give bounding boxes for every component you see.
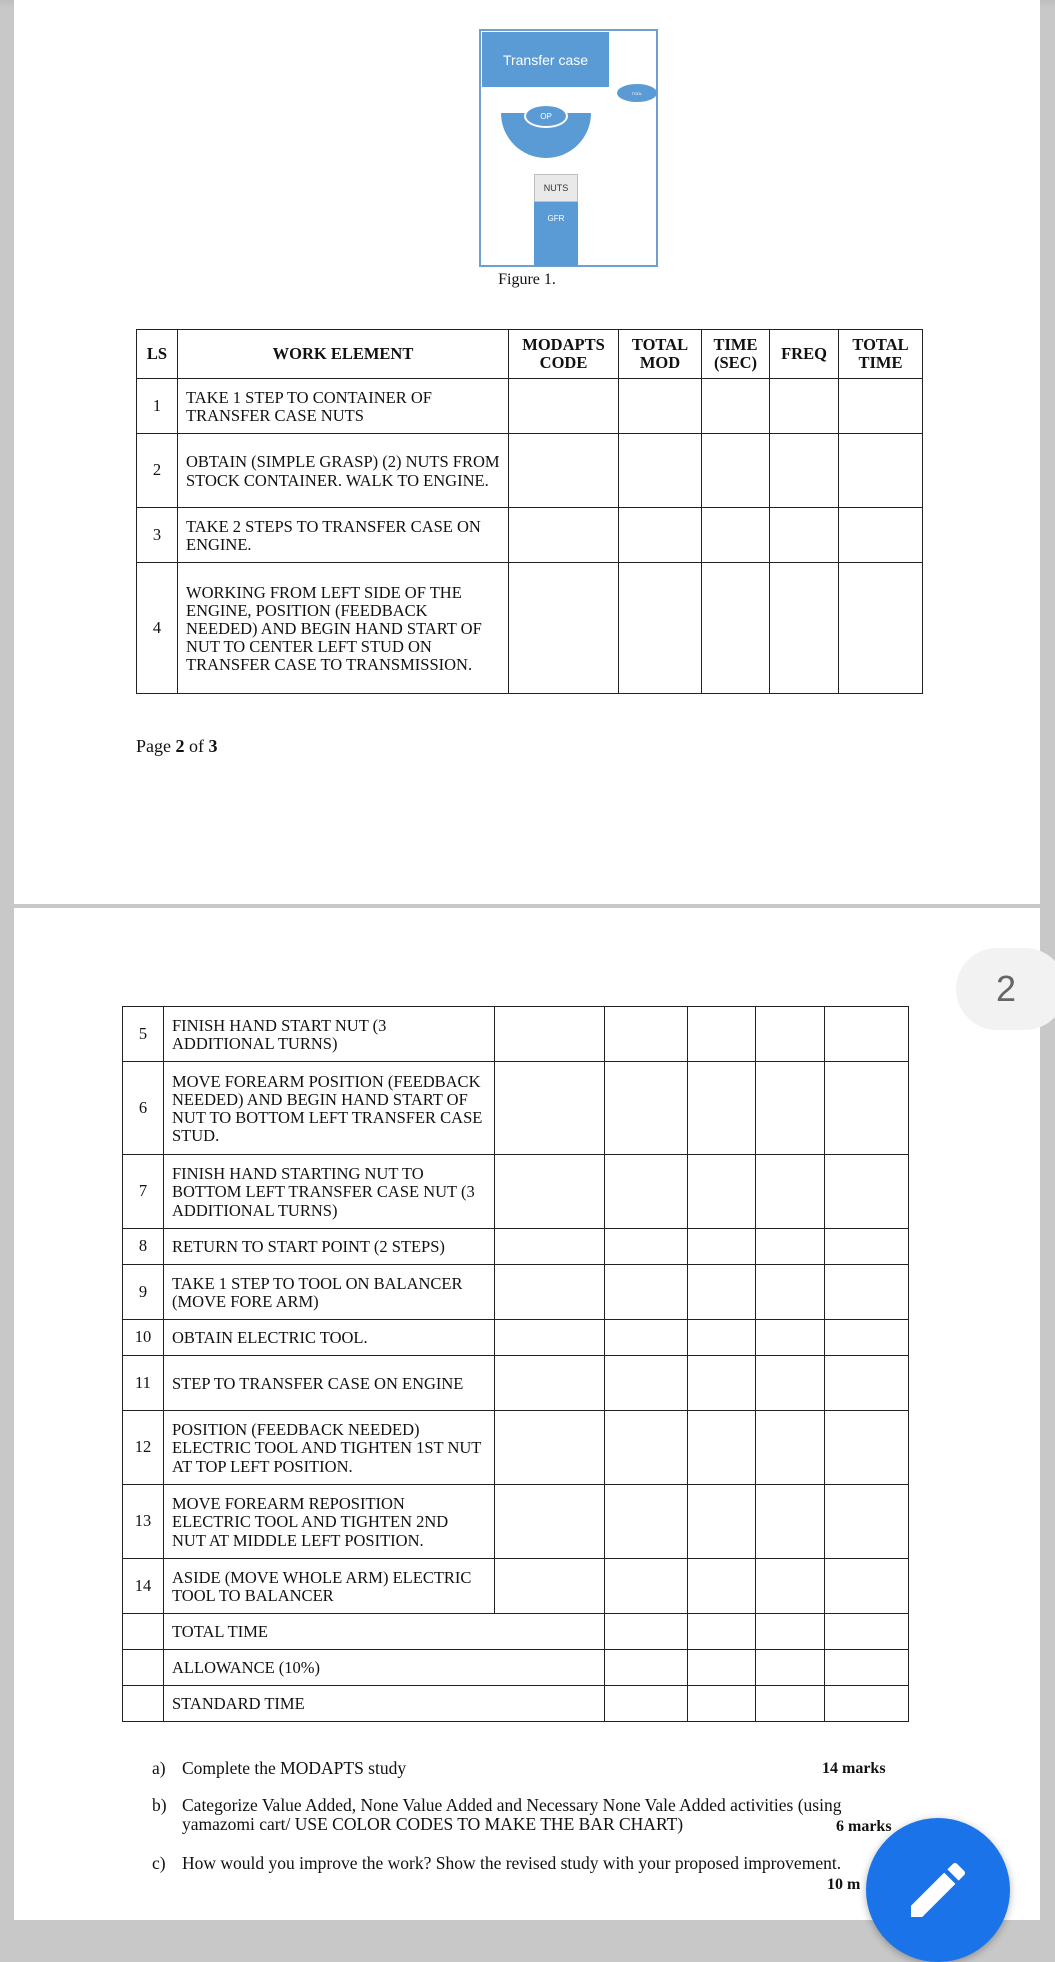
question-c-marks: 10 m (827, 1876, 861, 1893)
table-row (137, 563, 923, 694)
time-cell[interactable] (688, 1229, 756, 1265)
total-mod-cell[interactable] (619, 434, 702, 508)
total-mod-cell[interactable] (605, 1007, 688, 1062)
question-label: a) (152, 1758, 166, 1778)
total-mod-cell[interactable] (605, 1155, 688, 1229)
table-row (123, 1356, 909, 1411)
ls-cell: 5 (123, 1007, 164, 1062)
freq-cell[interactable] (756, 1485, 825, 1559)
freq-cell[interactable] (756, 1411, 825, 1485)
ls-cell (123, 1650, 164, 1686)
time-cell[interactable] (702, 379, 770, 434)
modapts-code-cell[interactable] (495, 1559, 605, 1614)
question-text: Categorize Value Added, None Value Added and Necessary None Vale Added activities (using yamazomi cart/ USE COLOR CODES TO MAKE THE BAR CHART) (182, 1795, 842, 1834)
time-cell[interactable] (688, 1007, 756, 1062)
work-element-cell: ASIDE (MOVE WHOLE ARM) ELECTRIC TOOL TO BALANCER (164, 1559, 495, 1614)
page-indicator: Page 2 of 3 (136, 736, 218, 756)
ls-cell (123, 1614, 164, 1650)
ls-cell: 13 (123, 1485, 164, 1559)
summary-label: ALLOWANCE (10%) (164, 1650, 605, 1686)
time-cell[interactable] (702, 508, 770, 563)
total-time-cell[interactable] (839, 508, 923, 563)
work-element-cell: OBTAIN ELECTRIC TOOL. (164, 1320, 495, 1356)
tool-ellipse: TOOL (617, 84, 657, 102)
header-total-time: TOTAL TIME (839, 330, 923, 379)
header-time-sec: TIME (SEC) (702, 330, 770, 379)
question-label: b) (152, 1795, 167, 1815)
total-time-cell[interactable] (825, 1155, 909, 1229)
total-mod-cell[interactable] (619, 508, 702, 563)
time-cell[interactable] (688, 1650, 756, 1686)
total-time-cell[interactable] (825, 1650, 909, 1686)
time-cell[interactable] (688, 1686, 756, 1722)
table-row (123, 1411, 909, 1485)
total-mod-cell[interactable] (605, 1356, 688, 1411)
work-element-cell: POSITION (FEEDBACK NEEDED) ELECTRIC TOOL AND TIGHTEN 1ST NUT AT TOP LEFT POSITION. (164, 1411, 495, 1485)
total-time-cell[interactable] (825, 1062, 909, 1155)
time-cell[interactable] (688, 1485, 756, 1559)
total-mod-cell[interactable] (605, 1062, 688, 1155)
header-freq: FREQ (770, 330, 839, 379)
header-ls: LS (137, 330, 178, 379)
total-time-cell[interactable] (825, 1411, 909, 1485)
time-cell[interactable] (688, 1356, 756, 1411)
ls-cell: 3 (137, 508, 178, 563)
document-page-1 (14, 0, 1040, 904)
header-total-mod: TOTAL MOD (619, 330, 702, 379)
operator-ellipse: OP (524, 104, 568, 128)
ls-cell: 4 (137, 563, 178, 694)
table-row (123, 1062, 909, 1155)
work-element-cell: TAKE 1 STEP TO TOOL ON BALANCER (MOVE FORE ARM) (164, 1265, 495, 1320)
modapts-code-cell[interactable] (509, 563, 619, 694)
table-row (137, 379, 923, 434)
modapts-code-cell[interactable] (495, 1007, 605, 1062)
summary-row (123, 1650, 909, 1686)
ls-cell: 1 (137, 379, 178, 434)
figure-1-diagram (479, 29, 658, 267)
total-time-cell[interactable] (839, 379, 923, 434)
modapts-code-cell[interactable] (495, 1356, 605, 1411)
modapts-code-cell[interactable] (495, 1229, 605, 1265)
total-mod-cell[interactable] (605, 1614, 688, 1650)
work-element-cell: STEP TO TRANSFER CASE ON ENGINE (164, 1356, 495, 1411)
table-row (123, 1229, 909, 1265)
total-time-cell[interactable] (825, 1320, 909, 1356)
freq-cell[interactable] (770, 434, 839, 508)
ls-cell: 11 (123, 1356, 164, 1411)
header-modapts-code: MODAPTS CODE (509, 330, 619, 379)
total-mod-cell[interactable] (605, 1559, 688, 1614)
freq-cell[interactable] (756, 1155, 825, 1229)
work-element-cell: MOVE FOREARM REPOSITION ELECTRIC TOOL AND TIGHTEN 2ND NUT AT MIDDLE LEFT POSITION. (164, 1485, 495, 1559)
modapts-code-cell[interactable] (495, 1062, 605, 1155)
total-mod-cell[interactable] (605, 1650, 688, 1686)
table-header-row (137, 330, 923, 379)
work-element-cell: FINISH HAND STARTING NUT TO BOTTOM LEFT TRANSFER CASE NUT (3 ADDITIONAL TURNS) (164, 1155, 495, 1229)
total-time-cell[interactable] (825, 1686, 909, 1722)
nuts-container: NUTS (534, 174, 578, 202)
ls-cell: 7 (123, 1155, 164, 1229)
question-b-marks: 6 marks (836, 1818, 892, 1835)
total-time-cell[interactable] (825, 1356, 909, 1411)
ls-cell: 10 (123, 1320, 164, 1356)
work-element-cell: MOVE FOREARM POSITION (FEEDBACK NEEDED) AND BEGIN HAND START OF NUT TO BOTTOM LEFT TRANSFER CASE STUD. (164, 1062, 495, 1155)
modapts-table-part-1 (136, 329, 923, 694)
modapts-code-cell[interactable] (495, 1411, 605, 1485)
ls-cell: 6 (123, 1062, 164, 1155)
modapts-code-cell[interactable] (509, 434, 619, 508)
time-cell[interactable] (688, 1614, 756, 1650)
ls-cell: 14 (123, 1559, 164, 1614)
total-mod-cell[interactable] (605, 1265, 688, 1320)
modapts-code-cell[interactable] (495, 1155, 605, 1229)
table-row (137, 508, 923, 563)
ls-cell (123, 1686, 164, 1722)
freq-cell[interactable] (756, 1559, 825, 1614)
total-mod-cell[interactable] (605, 1686, 688, 1722)
total-mod-cell[interactable] (605, 1320, 688, 1356)
total-mod-cell[interactable] (605, 1485, 688, 1559)
summary-row (123, 1686, 909, 1722)
table-row (123, 1007, 909, 1062)
total-time-cell[interactable] (825, 1265, 909, 1320)
work-element-cell: OBTAIN (SIMPLE GRASP) (2) NUTS FROM STOCK CONTAINER. WALK TO ENGINE. (178, 434, 509, 508)
freq-cell[interactable] (756, 1229, 825, 1265)
gfr-block: GFR (534, 202, 578, 266)
work-element-cell: FINISH HAND START NUT (3 ADDITIONAL TURNS) (164, 1007, 495, 1062)
modapts-code-cell[interactable] (495, 1485, 605, 1559)
question-label: c) (152, 1853, 166, 1873)
edit-fab-button[interactable] (866, 1818, 1010, 1962)
transfer-case-block: Transfer case (482, 32, 609, 87)
time-cell[interactable] (688, 1062, 756, 1155)
summary-label: STANDARD TIME (164, 1686, 605, 1722)
table-row (123, 1559, 909, 1614)
modapts-code-cell[interactable] (509, 379, 619, 434)
question-a-marks: 14 marks (822, 1760, 886, 1777)
total-mod-cell[interactable] (605, 1229, 688, 1265)
total-time-cell[interactable] (825, 1614, 909, 1650)
work-element-cell: WORKING FROM LEFT SIDE OF THE ENGINE, POSITION (FEEDBACK NEEDED) AND BEGIN HAND START OF NUT TO CENTER LEFT STUD ON TRANSFER CASE TO TRANSMISSION. (178, 563, 509, 694)
freq-cell[interactable] (756, 1320, 825, 1356)
total-time-cell[interactable] (825, 1559, 909, 1614)
total-time-cell[interactable] (839, 563, 923, 694)
work-element-cell: RETURN TO START POINT (2 STEPS) (164, 1229, 495, 1265)
time-cell[interactable] (688, 1411, 756, 1485)
ls-cell: 2 (137, 434, 178, 508)
total-time-cell[interactable] (825, 1007, 909, 1062)
total-mod-cell[interactable] (619, 563, 702, 694)
freq-cell[interactable] (770, 563, 839, 694)
freq-cell[interactable] (770, 508, 839, 563)
freq-cell[interactable] (756, 1062, 825, 1155)
figure-caption: Figure 1. (498, 271, 556, 288)
modapts-table-part-2 (122, 1006, 909, 1722)
modapts-code-cell[interactable] (495, 1265, 605, 1320)
time-cell[interactable] (702, 434, 770, 508)
time-cell[interactable] (688, 1155, 756, 1229)
table-row (123, 1265, 909, 1320)
modapts-code-cell[interactable] (509, 508, 619, 563)
freq-cell[interactable] (756, 1650, 825, 1686)
pencil-icon (902, 1854, 974, 1926)
ls-cell: 8 (123, 1229, 164, 1265)
question-text: How would you improve the work? Show the revised study with your proposed improvement. (182, 1853, 842, 1873)
time-cell[interactable] (688, 1320, 756, 1356)
header-work-element: WORK ELEMENT (178, 330, 509, 379)
time-cell[interactable] (688, 1559, 756, 1614)
total-time-cell[interactable] (825, 1229, 909, 1265)
freq-cell[interactable] (756, 1686, 825, 1722)
ls-cell: 12 (123, 1411, 164, 1485)
total-mod-cell[interactable] (619, 379, 702, 434)
time-cell[interactable] (702, 563, 770, 694)
work-element-cell: TAKE 2 STEPS TO TRANSFER CASE ON ENGINE. (178, 508, 509, 563)
freq-cell[interactable] (756, 1265, 825, 1320)
table-row (123, 1320, 909, 1356)
question-text: Complete the MODAPTS study (182, 1758, 407, 1778)
total-time-cell[interactable] (839, 434, 923, 508)
page-number-badge: 2 (956, 948, 1055, 1030)
time-cell[interactable] (688, 1265, 756, 1320)
total-mod-cell[interactable] (605, 1411, 688, 1485)
total-time-cell[interactable] (825, 1485, 909, 1559)
ls-cell: 9 (123, 1265, 164, 1320)
table-row (123, 1155, 909, 1229)
table-row (123, 1485, 909, 1559)
freq-cell[interactable] (756, 1614, 825, 1650)
summary-row (123, 1614, 909, 1650)
work-element-cell: TAKE 1 STEP TO CONTAINER OF TRANSFER CASE NUTS (178, 379, 509, 434)
summary-label: TOTAL TIME (164, 1614, 605, 1650)
table-row (137, 434, 923, 508)
freq-cell[interactable] (756, 1356, 825, 1411)
freq-cell[interactable] (770, 379, 839, 434)
modapts-code-cell[interactable] (495, 1320, 605, 1356)
freq-cell[interactable] (756, 1007, 825, 1062)
